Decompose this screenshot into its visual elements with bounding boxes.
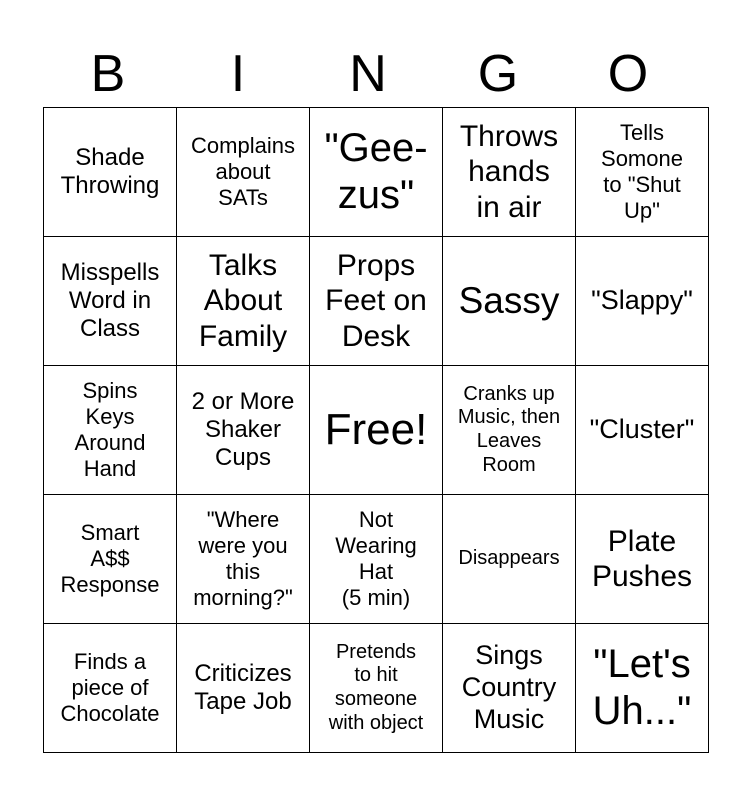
bingo-cell[interactable]: Spins Keys Around Hand: [44, 366, 177, 495]
board-row-3: [44, 366, 709, 495]
free-space[interactable]: Free!: [310, 366, 443, 495]
bingo-cell[interactable]: Misspells Word in Class: [44, 237, 177, 366]
bingo-cell[interactable]: Shade Throwing: [44, 108, 177, 237]
bingo-cell[interactable]: Cranks up Music, then Leaves Room: [443, 366, 576, 495]
bingo-cell[interactable]: "Cluster": [576, 366, 709, 495]
bingo-cell[interactable]: Pretends to hit someone with object: [310, 624, 443, 753]
bingo-board: [43, 107, 709, 753]
header-letter-g: G: [477, 45, 519, 103]
bingo-cell[interactable]: Tells Somone to "Shut Up": [576, 108, 709, 237]
bingo-cell[interactable]: Sassy: [443, 237, 576, 366]
bingo-cell[interactable]: "Slappy": [576, 237, 709, 366]
board-row-4: [44, 495, 709, 624]
bingo-cell[interactable]: Finds a piece of Chocolate: [44, 624, 177, 753]
header-letter-i: I: [230, 45, 246, 103]
bingo-cell[interactable]: Smart A$$ Response: [44, 495, 177, 624]
header-letter-o: O: [607, 45, 649, 103]
bingo-cell[interactable]: 2 or More Shaker Cups: [177, 366, 310, 495]
board-row-5: [44, 624, 709, 753]
bingo-cell[interactable]: Talks About Family: [177, 237, 310, 366]
board-row-2: [44, 237, 709, 366]
bingo-header: [43, 40, 693, 108]
bingo-cell[interactable]: Criticizes Tape Job: [177, 624, 310, 753]
bingo-cell[interactable]: Props Feet on Desk: [310, 237, 443, 366]
bingo-cell[interactable]: Throws hands in air: [443, 108, 576, 237]
bingo-cell[interactable]: "Let's Uh...": [576, 624, 709, 753]
bingo-cell[interactable]: "Where were you this morning?": [177, 495, 310, 624]
header-letter-b: B: [90, 45, 126, 103]
bingo-cell[interactable]: Sings Country Music: [443, 624, 576, 753]
bingo-cell[interactable]: "Gee- zus": [310, 108, 443, 237]
board-row-1: [44, 108, 709, 237]
bingo-cell[interactable]: Plate Pushes: [576, 495, 709, 624]
bingo-cell[interactable]: Disappears: [443, 495, 576, 624]
header-letter-n: N: [349, 45, 387, 103]
bingo-cell[interactable]: Not Wearing Hat (5 min): [310, 495, 443, 624]
bingo-cell[interactable]: Complains about SATs: [177, 108, 310, 237]
